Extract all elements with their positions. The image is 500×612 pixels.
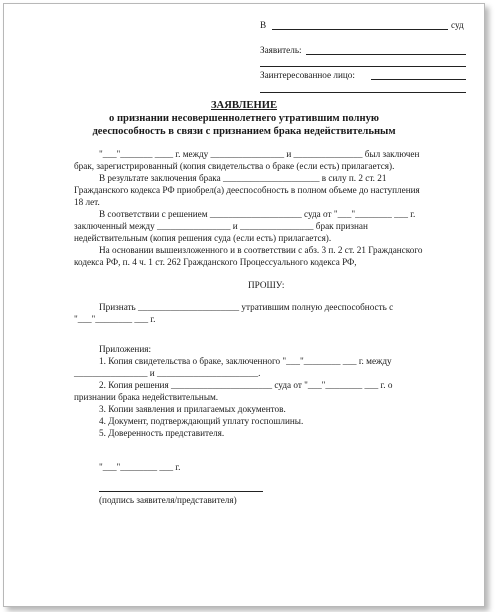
applicant-blank-line <box>306 54 466 55</box>
signature-caption: (подпись заявителя/представителя) <box>99 495 237 505</box>
paragraph-1-line-2: брак, зарегистрированный (копия свидетельства о браке (если есть) прилагается). <box>74 161 395 171</box>
attachment-1-line-2: ________________ и ______________________. <box>74 368 261 378</box>
court-prefix: В <box>260 20 267 30</box>
interested-blank-line-2 <box>260 92 466 93</box>
paragraph-4-line-1: На основании вышеизложенного и в соответствии с абз. 3 п. 2 ст. 21 Гражданского <box>99 245 423 255</box>
attachment-5: 5. Доверенность представителя. <box>99 428 225 438</box>
interested-label: Заинтересованное лицо: <box>260 70 355 80</box>
court-blank-line <box>272 29 448 30</box>
paragraph-3-line-3: недействительным (копия решения суда (если есть) прилагается). <box>74 233 332 243</box>
applicant-blank-line-2 <box>260 66 466 67</box>
attachments-title: Приложения: <box>99 344 152 354</box>
paragraph-3-line-1: В соответствии с решением ____________________ суда от "___"________ ___ г. <box>99 209 416 219</box>
document-page <box>3 3 485 607</box>
document-subtitle-2: дееспособность в связи с признанием брака недействительным <box>92 126 396 137</box>
applicant-label: Заявитель: <box>260 45 302 55</box>
court-suffix: суд <box>451 20 464 30</box>
attachment-1-line-1: 1. Копия свидетельства о браке, заключенного "___"________ ___ г. между <box>99 356 392 366</box>
request-line-1: Признать ______________________ утратившим полную дееспособность с <box>99 302 394 312</box>
attachment-2-line-2: признании брака недействительным. <box>74 392 219 402</box>
signature-date: "___"________ ___ г. <box>99 462 181 472</box>
request-line-2: "___"________ ___ г. <box>74 314 156 324</box>
paragraph-3-line-2: заключенный между ________________ и ________________ брак признан <box>74 221 368 231</box>
paragraph-1-line-1: "___"_______ ____ г. между ________________ и _______________ был заключен <box>99 149 420 159</box>
paragraph-4-line-2: кодекса РФ, п. 4 ч. 1 ст. 262 Гражданского Процессуального кодекса РФ, <box>74 257 357 267</box>
request-heading: ПРОШУ: <box>248 280 285 290</box>
signature-line <box>99 491 263 492</box>
attachment-3: 3. Копии заявления и прилагаемых документов. <box>99 404 286 414</box>
attachment-2-line-1: 2. Копия решения ______________________ суда от "___"________ ___ г. о <box>99 380 393 390</box>
paragraph-2-line-3: 18 лет. <box>74 197 100 207</box>
document-subtitle-1: о признании несовершеннолетнего утратившим полную <box>109 113 379 124</box>
paragraph-2-line-1: В результате заключения брака _____________________ в силу п. 2 ст. 21 <box>99 173 387 183</box>
attachment-4: 4. Документ, подтверждающий уплату госпошлины. <box>99 416 304 426</box>
paragraph-2-line-2: Гражданского кодекса РФ приобрел(а) дееспособность в полном объеме до наступления <box>74 185 420 195</box>
interested-blank-line <box>371 79 466 80</box>
document-title: ЗАЯВЛЕНИЕ <box>210 100 278 111</box>
